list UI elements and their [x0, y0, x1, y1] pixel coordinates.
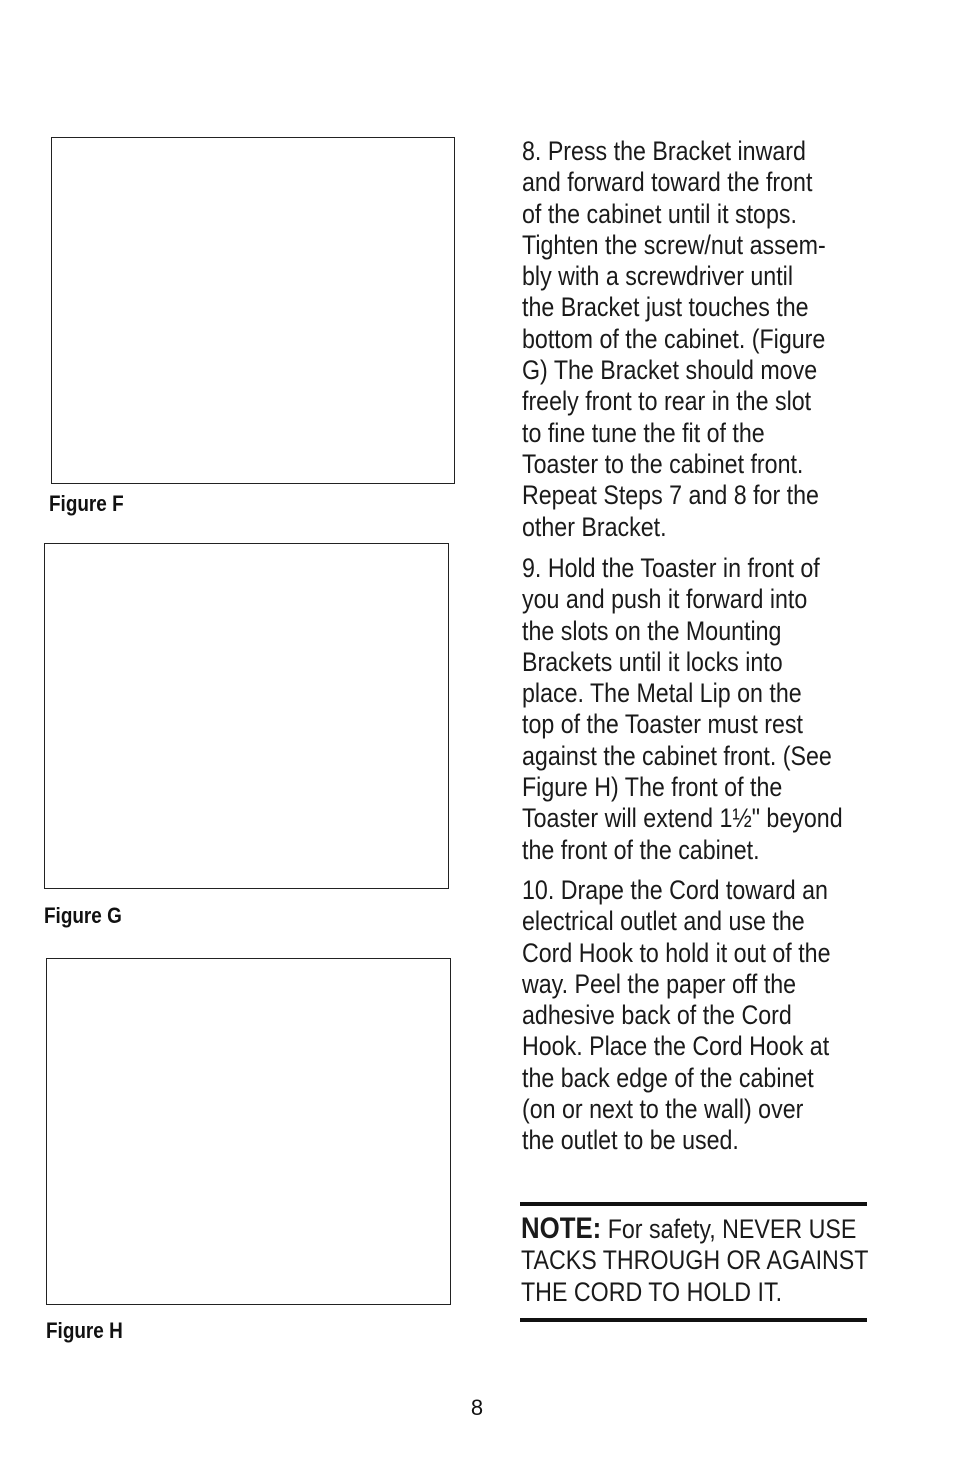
note-text: For safety, NEVER USE TACKS THROUGH OR AGAINST THE CORD TO HOLD IT.: [521, 1214, 869, 1307]
figure-g-caption: Figure G: [44, 903, 122, 928]
figure-g-image: [44, 543, 449, 889]
page-number: 8: [470, 1395, 484, 1420]
note-top-rule: [520, 1202, 867, 1206]
note-label: NOTE:: [521, 1212, 602, 1245]
step-9-text: 9. Hold the Toaster in front of you and push it forward into the slots on the Mounting Brackets until it locks into place. The Metal Lip on the top of the Toaster must rest against the cabinet front. (See Figure H) The front of the Toaster will extend 1½" beyond the front of the cabinet.: [522, 553, 843, 865]
figure-h-caption: Figure H: [46, 1318, 123, 1343]
step-8-text: 8. Press the Bracket inward and forward toward the front of the cabinet until it stops. Tighten the screw/nut assem- bly with a screwdriver until the Bracket just touches the bottom of the cabinet. (Figure G) The Bracket should move freely front to rear in the slot to fine tune the fit of the Toaster to the cabinet front. Repeat Steps 7 and 8 for the other Bracket.: [522, 136, 826, 542]
safety-note: [521, 1213, 874, 1308]
figure-h-image: [46, 958, 451, 1305]
figure-f-image: [51, 137, 455, 484]
note-bottom-rule: [520, 1318, 867, 1322]
figure-f-caption: Figure F: [49, 491, 124, 516]
step-10-text: 10. Drape the Cord toward an electrical outlet and use the Cord Hook to hold it out of the way. Peel the paper off the adhesive back of the Cord Hook. Place the Cord Hook at the back edge of the cabinet (on or next to the wall) over the outlet to be used.: [522, 875, 831, 1156]
